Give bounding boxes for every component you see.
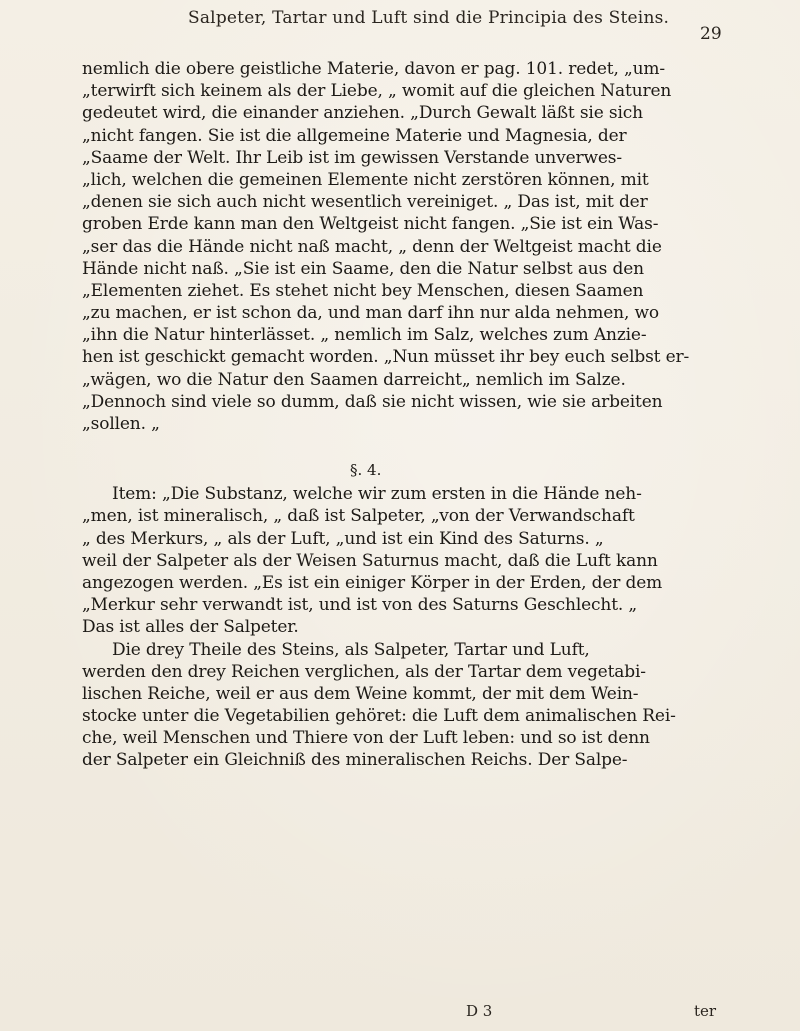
section-mark: §. 4.: [350, 461, 382, 480]
text-line: Das ist alles der Salpeter.: [82, 617, 299, 638]
signature-mark: D 3: [466, 1002, 493, 1020]
text-line: angezogen werden. „Es ist ein einiger Körper in der Erden, der dem: [82, 572, 663, 593]
text-line: „ des Merkurs, „ als der Luft, „und ist ein Kind des Saturns. „: [82, 528, 604, 549]
paragraph-3: [82, 639, 722, 772]
text-line: „Merkur sehr verwandt ist, und ist von des Saturns Geschlecht. „: [82, 595, 638, 616]
text-line: „terwirft sich keinem als der Liebe, „ womit auf die gleichen Naturen: [82, 81, 672, 102]
text-line: werden den drey Reichen verglichen, als der Tartar dem vegetabi-: [82, 661, 646, 682]
text-line: Hände nicht naß. „Sie ist ein Saame, den die Natur selbst aus den: [82, 258, 644, 279]
page-number: 29: [700, 24, 722, 44]
paragraph-2: [82, 483, 722, 638]
text-line: „ihn die Natur hinterlässet. „ nemlich im Salz, welches zum Anzie-: [82, 325, 647, 346]
text-line: „Dennoch sind viele so dumm, daß sie nicht wissen, wie sie arbeiten: [82, 391, 663, 412]
text-line: weil der Salpeter als der Weisen Saturnus macht, daß die Luft kann: [82, 550, 658, 571]
text-line: „Elementen ziehet. Es stehet nicht bey Menschen, diesen Saamen: [82, 280, 644, 301]
text-line: hen ist geschickt gemacht worden. „Nun müsset ihr bey euch selbst er-: [82, 347, 690, 368]
catchword: ter: [694, 1002, 717, 1020]
text-line: nemlich die obere geistliche Materie, davon er pag. 101. redet, „um-: [82, 59, 665, 79]
text-line: „sollen. „: [82, 414, 160, 434]
body-text: [82, 58, 722, 772]
text-line: der Salpeter ein Gleichniß des mineralischen Reichs. Der Salpe-: [82, 750, 628, 771]
paragraph-gap: [82, 435, 722, 457]
text-line: „men, ist mineralisch, „ daß ist Salpeter, „von der Verwandschaft: [82, 506, 635, 527]
paragraph-1: [82, 58, 722, 435]
text-line: „ser das die Hände nicht naß macht, „ denn der Weltgeist macht die: [82, 236, 662, 257]
text-line: „zu machen, er ist schon da, und man darf ihn nur alda nehmen, wo: [82, 303, 659, 324]
text-line: stocke unter die Vegetabilien gehöret: die Luft dem animalischen Rei-: [82, 706, 676, 727]
running-head: Salpeter, Tartar und Luft sind die Principia des Steins.: [188, 8, 670, 28]
text-line: „lich, welchen die gemeinen Elemente nicht zerstören können, mit: [82, 169, 649, 190]
text-line: „Saame der Welt. Ihr Leib ist im gewissen Verstande unverwes-: [82, 147, 622, 168]
text-line: „nicht fangen. Sie ist die allgemeine Materie und Magnesia, der: [82, 125, 627, 146]
text-line: Item: „Die Substanz, welche wir zum ersten in die Hände neh-: [112, 484, 642, 505]
text-line: lischen Reiche, weil er aus dem Weine kommt, der mit dem Wein-: [82, 683, 639, 704]
text-line: gedeutet wird, die einander anziehen. „Durch Gewalt läßt sie sich: [82, 103, 643, 124]
text-line: che, weil Menschen und Thiere von der Luft leben: und so ist denn: [82, 728, 650, 749]
text-line: „denen sie sich auch nicht wesentlich vereiniget. „ Das ist, mit der: [82, 192, 648, 213]
text-line: Die drey Theile des Steins, als Salpeter, Tartar und Luft,: [112, 639, 590, 660]
text-line: „wägen, wo die Natur den Saamen darreicht„ nemlich im Salze.: [82, 369, 626, 390]
text-line: groben Erde kann man den Weltgeist nicht fangen. „Sie ist ein Was-: [82, 214, 659, 235]
